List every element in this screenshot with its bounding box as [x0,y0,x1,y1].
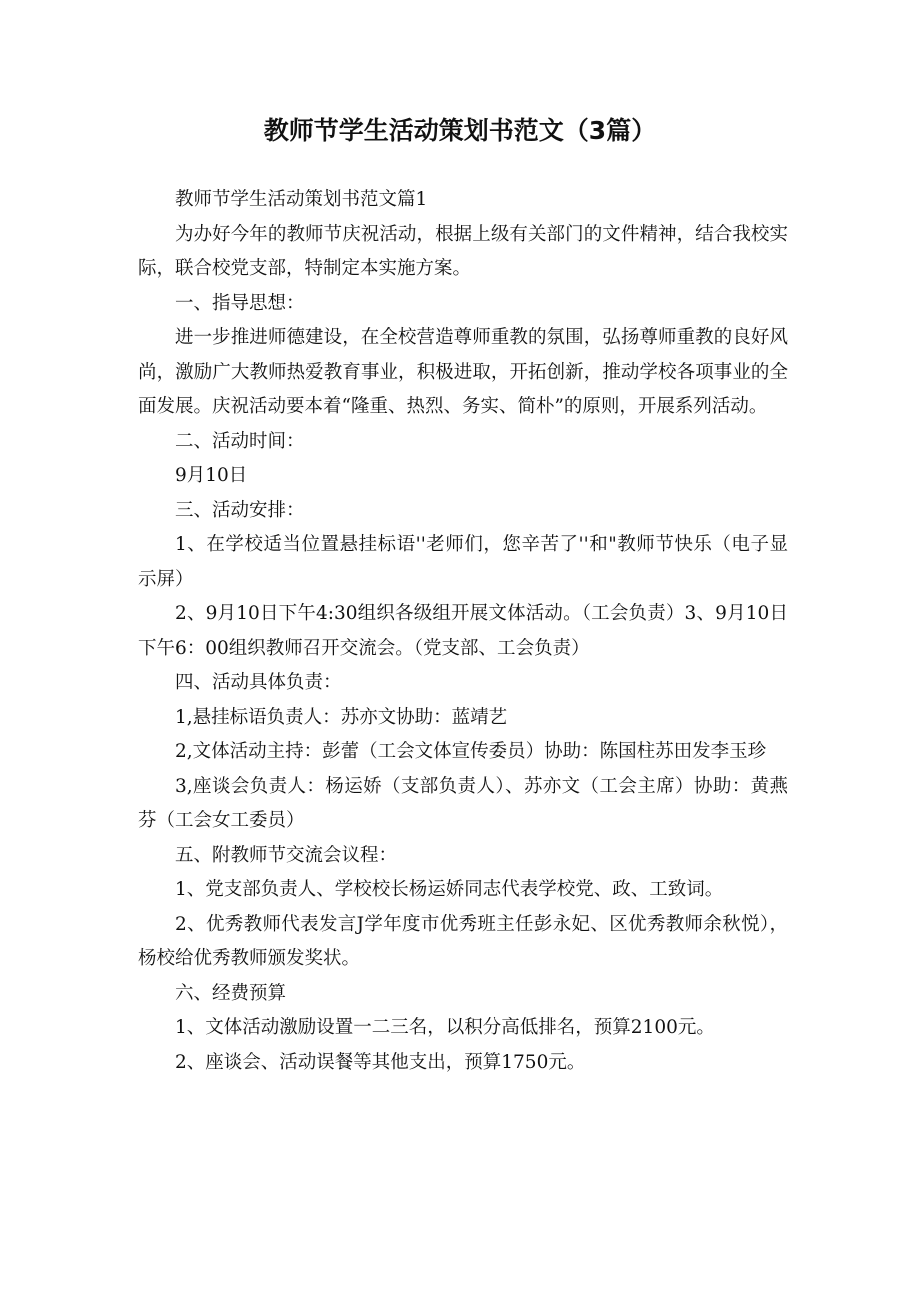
paragraph: 进一步推进师德建设，在全校营造尊师重教的氛围，弘扬尊师重教的良好风尚，激励广大教师热爱教育事业，积极进取，开拓创新，推动学校各项事业的全面发展。庆祝活动要本着“隆重、热烈、务实、简朴”的原则，开展系列活动。 [138,327,788,417]
paragraph: 9月10日 [175,465,248,486]
paragraph: 2,文体活动主持：彭蕾（工会文体宣传委员）协助：陈国柱苏田发李玉珍 [175,741,767,762]
section-heading: 一、指导思想： [175,292,305,314]
paragraph: 为办好今年的教师节庆祝活动，根据上级有关部门的文件精神，结合我校实际，联合校党支部，特制定本实施方案。 [138,223,788,279]
paragraph: 3,座谈会负责人：杨运娇（支部负责人）、苏亦文（工会主席）协助：黄燕芬（工会女工委员） [138,775,788,831]
section-heading: 四、活动具体负责： [175,672,342,693]
paragraph: 1、在学校适当位置悬挂标语''老师们，您辛苦了''和"教师节快乐（电子显示屏） [138,534,788,590]
paragraph: 1,悬挂标语负责人：苏亦文协助：蓝靖艺 [175,706,508,728]
paragraph: 2、优秀教师代表发言J学年度市优秀班主任彭永妃、区优秀教师余秋悦），杨校给优秀教师颁发奖状。 [138,913,788,969]
paragraph: 2、9月10日下午4:30组织各级组开展文体活动。（工会负责）3、9月10日下午6：00组织教师召开交流会。（党支部、工会负责） [138,603,788,659]
document-body [138,183,788,1080]
document-title: 教师节学生活动策划书范文（3篇） [263,116,657,145]
section-heading: 二、活动时间： [175,430,305,452]
section-heading: 五、附教师节交流会议程： [175,844,398,866]
section-heading: 六、经费预算 [175,982,287,1004]
paragraph: 2、座谈会、活动误餐等其他支出，预算1750元。 [175,1051,586,1073]
paragraph: 1、文体活动激励设置一二三名，以积分高低排名，预算2100元。 [175,1017,715,1038]
paragraph: 1、党支部负责人、学校校长杨运娇同志代表学校党、政、工致词。 [175,879,724,900]
section-heading: 三、活动安排： [175,499,305,521]
section-heading: 教师节学生活动策划书范文篇1 [175,189,428,210]
